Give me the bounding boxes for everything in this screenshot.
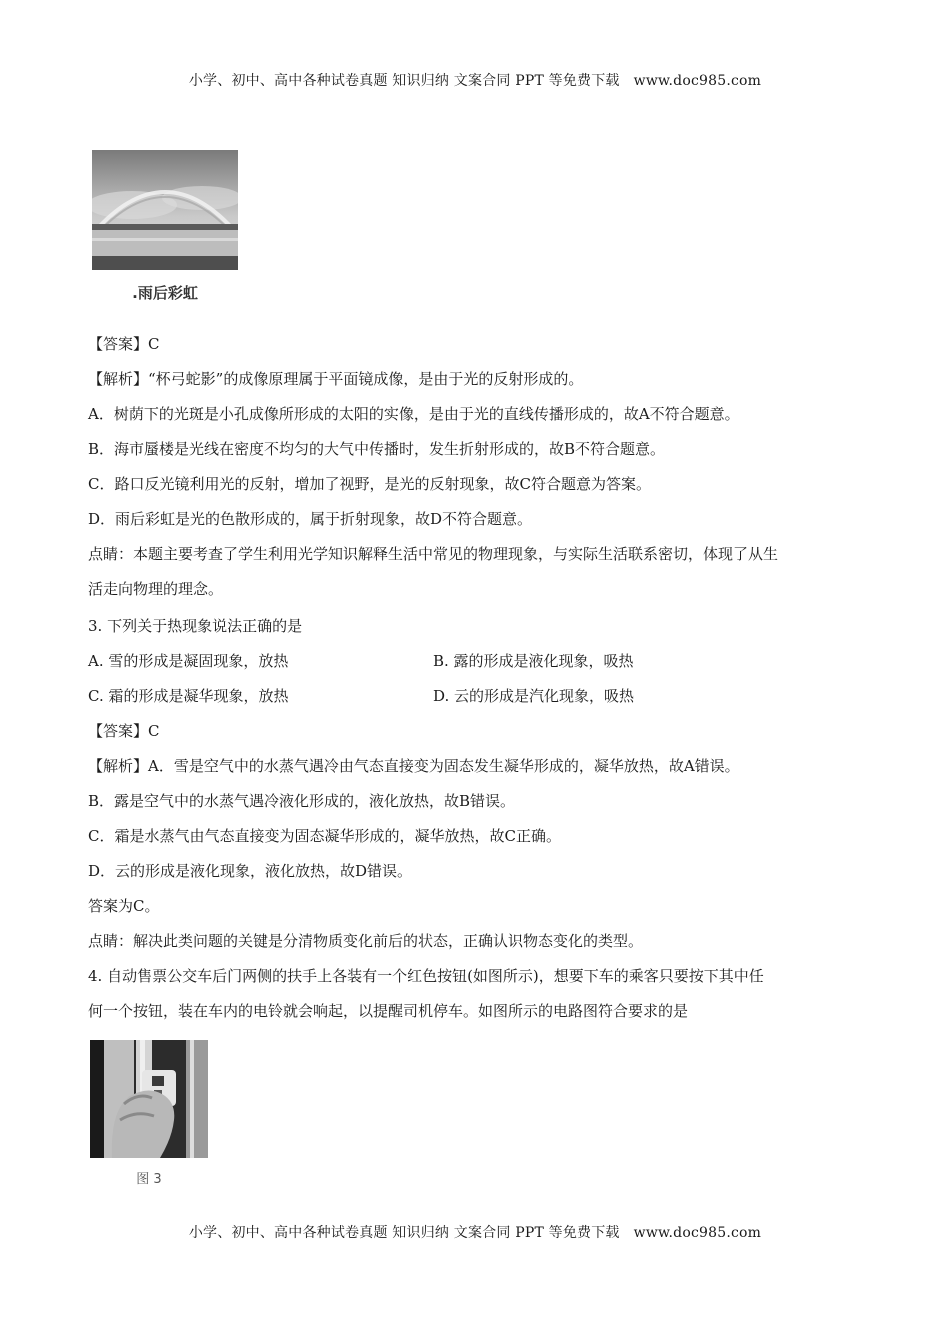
header-url[interactable]: www.doc985.com [633, 73, 762, 89]
q2-explain-a: A．树荫下的光斑是小孔成像所形成的太阳的实像，是由于光的直线传播形成的，故A不符合题意。 [88, 405, 740, 423]
q3-options-row1 [88, 650, 634, 671]
q3-options-row2 [88, 685, 635, 706]
q3-option-b: B. 露的形成是液化现象，吸热 [433, 652, 634, 670]
q2-analysis: 【解析】“杯弓蛇影”的成像原理属于平面镜成像，是由于光的反射形成的。 [88, 370, 584, 388]
q2-tip-line1: 点睛：本题主要考查了学生利用光学知识解释生活中常见的物理现象，与实际生活联系密切，体现了从生 [88, 545, 779, 563]
q2-explain-b: B．海市蜃楼是光线在密度不均匀的大气中传播时，发生折射形成的，故B不符合题意。 [88, 440, 666, 458]
q3-analysis: 【解析】A．雪是空气中的水蒸气遇冷由气态直接变为固态发生凝华形成的，凝华放热，故A错误。 [88, 757, 740, 775]
header-text: 小学、初中、高中各种试卷真题 知识归纳 文案合同 PPT 等免费下载 [188, 73, 620, 89]
q2-explain-d: D．雨后彩虹是光的色散形成的，属于折射现象，故D不符合题意。 [88, 510, 533, 528]
q2-answer: 【答案】C [88, 335, 160, 353]
q2-tip-line2: 活走向物理的理念。 [88, 580, 224, 598]
q3-answer: 【答案】C [88, 722, 160, 740]
figure1-caption: .雨后彩虹 [132, 284, 198, 302]
rainbow-photo-icon [92, 150, 238, 270]
page-header [0, 70, 950, 90]
q2-explain-c: C．路口反光镜利用光的反射，增加了视野，是光的反射现象，故C符合题意为答案。 [88, 475, 651, 493]
q3-question: 3. 下列关于热现象说法正确的是 [88, 617, 303, 635]
footer-text: 小学、初中、高中各种试卷真题 知识归纳 文案合同 PPT 等免费下载 [188, 1225, 620, 1241]
page-footer [0, 1222, 950, 1242]
q3-tip: 点睛：解决此类问题的关键是分清物质变化前后的状态，正确认识物态变化的类型。 [88, 932, 644, 950]
bus-button-photo-icon [90, 1040, 208, 1158]
q3-option-a: A. 雪的形成是凝固现象，放热 [88, 652, 289, 670]
q4-line2: 何一个按钮，装在车内的电铃就会响起，以提醒司机停车。如图所示的电路图符合要求的是 [88, 1002, 689, 1020]
q3-option-c: C. 霜的形成是凝华现象，放热 [88, 687, 289, 705]
q3-option-d: D. 云的形成是汽化现象，吸热 [433, 687, 635, 705]
figure2-caption: 图 3 [136, 1172, 162, 1187]
q3-explain-d: D．云的形成是液化现象，液化放热，故D错误。 [88, 862, 413, 880]
footer-url[interactable]: www.doc985.com [633, 1225, 762, 1241]
q3-explain-b: B．露是空气中的水蒸气遇冷液化形成的，液化放热，故B错误。 [88, 792, 516, 810]
q4-line1: 4. 自动售票公交车后门两侧的扶手上各装有一个红色按钮(如图所示)，想要下车的乘客只要按下其中任 [88, 967, 764, 985]
q3-final-answer: 答案为C。 [88, 897, 160, 915]
q3-explain-c: C．霜是水蒸气由气态直接变为固态凝华形成的，凝华放热，故C正确。 [88, 827, 561, 845]
